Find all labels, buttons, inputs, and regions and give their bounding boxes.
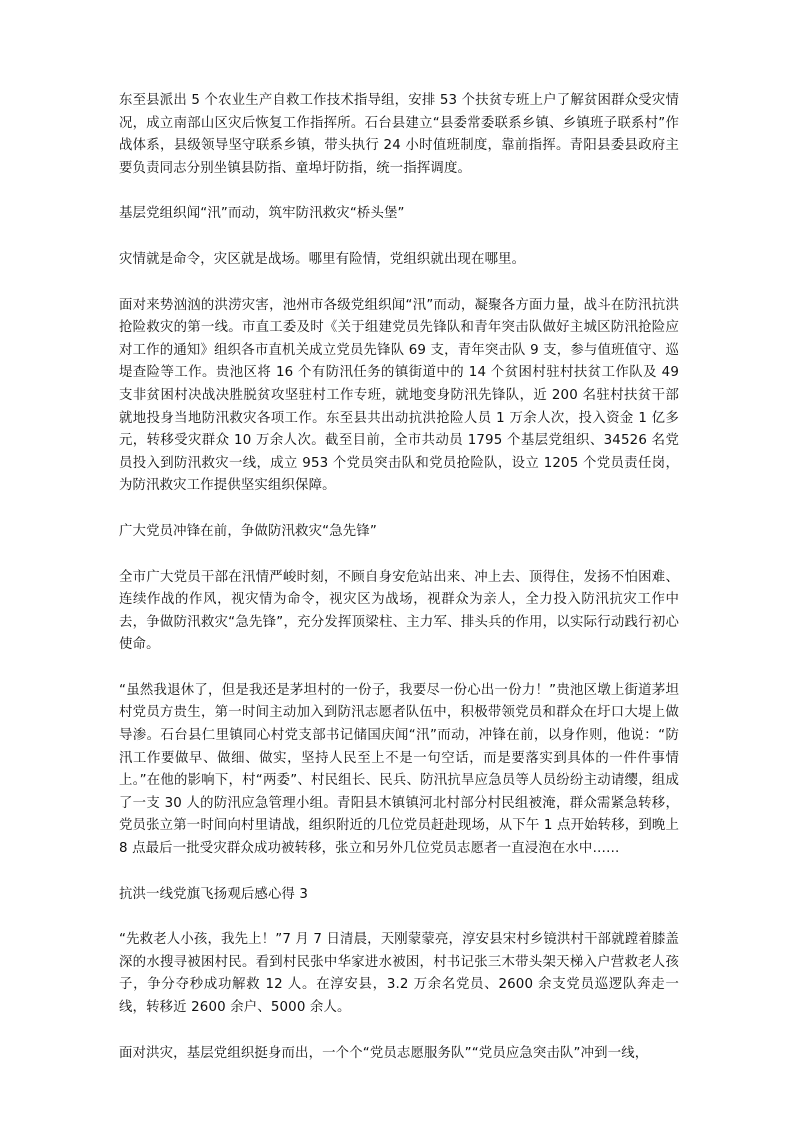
paragraph-chunan-rescue: “先救老人小孩，我先上！”7 月 7 日清晨，天刚蒙蒙亮，淳安县宋村乡镜洪村干部就蹚着膝盖深的水搜寻被困村民。看到村民张中华家进水被困，村书记张三木带头架天梯入户营救老人孩子，争分夺秒成功解救 12 人。在淳安县，3.2 万余名党员、2600 余支党员巡逻队奔走一线，转移近 2600 余户、5000 余人。 (119, 932, 679, 1015)
paragraph-cadres-frontline: 全市广大党员干部在汛情严峻时刻，不顾自身安危站出来、冲上去、顶得住，发扬不怕困难、连续作战的作风，视灾情为命令，视灾区为战场，视群众为亲人，全力投入防汛抗灾工作中去，争做防汛救灾“急先锋”，充分发挥顶梁柱、主力军、排头兵的作用，以实际行动践行初心使命。 (119, 569, 679, 653)
document-page (119, 90, 679, 1088)
paragraph-chizhou-response: 面对来势汹汹的洪涝灾害，池州市各级党组织闻“汛”而动，凝聚各方面力量，战斗在防汛抗洪抢险救灾的第一线。市直工委及时《关于组建党员先锋队和青年突击队做好主城区防汛抢险应对工作的通知》组织各市直机关成立党员先锋队 69 支，青年突击队 9 支，参与值班值守、巡堤查险等工作。贵池区将 16 个有防汛任务的镇街道中的 14 个贫困村驻村扶贫工作队及 49 支非贫困村决战决胜脱贫攻坚驻村工作专班，就地变身防汛先锋队，近 200 名驻村扶贫干部就地投身当地防汛救灾各项工作。东至县共出动抗洪抢险人员 1 万余人次，投入资金 1 亿多元，转移受灾群众 10 万余人次。截至目前，全市共动员 1795 个基层党组织、34526 名党员投入到防汛救灾一线，成立 953 个党员突击队和党员抢险队，设立 1205 个党员责任岗，为防汛救灾工作提供坚实组织保障。 (119, 297, 679, 494)
paragraph-disaster-command: 灾情就是命令，灾区就是战场。哪里有险情，党组织就出现在哪里。 (119, 251, 526, 267)
paragraph-member-stories: “虽然我退休了，但是我还是茅坦村的一份子，我要尽一份心出一份力！”贵池区墩上街道茅坦村党员方贵生，第一时间主动加入到防汛志愿者队伍中，积极带领党员和群众在圩口大堤上做导渗。石台县仁里镇同心村党支部书记储国庆闻“汛”而动，冲锋在前，以身作则，他说：“防汛工作要做早、做细、做实，坚持人民至上不是一句空话，而是要落实到具体的一件件事情上。”在他的影响下，村“两委”、村民组长、民兵、防汛抗旱应急员等人员纷纷主动请缨，组成了一支 30 人的防汛应急管理小组。青阳县木镇镇河北村部分村民组被淹，群众需紧急转移，党员张立第一时间向村里请战，组织附近的几位党员赶赴现场，从下午 1 点开始转移，到晚上 8 点最后一批受灾群众成功被转移，张立和另外几位党员志愿者一直浸泡在水中…… (119, 682, 679, 857)
section-heading-grassroots-party: 基层党组织闻“汛”而动，筑牢防汛救灾“桥头堡” (119, 206, 405, 222)
paragraph-dongzhi-guidance: 东至县派出 5 个农业生产自救工作技术指导组，安排 53 个扶贫专班上户了解贫困群众受灾情况，成立南部山区灾后恢复工作指挥所。石台县建立“县委常委联系乡镇、乡镇班子联系村”作战体系，县级领导坚守联系乡镇，带头执行 24 小时值班制度，靠前指挥。青阳县委县政府主要负责同志分别坐镇县防指、童埠圩防指，统一指挥调度。 (119, 93, 679, 176)
section-heading-reflection: 抗洪一线党旗飞扬观后感心得 3 (119, 886, 309, 902)
paragraph-volunteer-teams: 面对洪灾，基层党组织挺身而出，一个个“党员志愿服务队”“党员应急突击队”冲到一线， (119, 1045, 649, 1061)
section-heading-party-members: 广大党员冲锋在前，争做防汛救灾“急先锋” (119, 523, 377, 539)
